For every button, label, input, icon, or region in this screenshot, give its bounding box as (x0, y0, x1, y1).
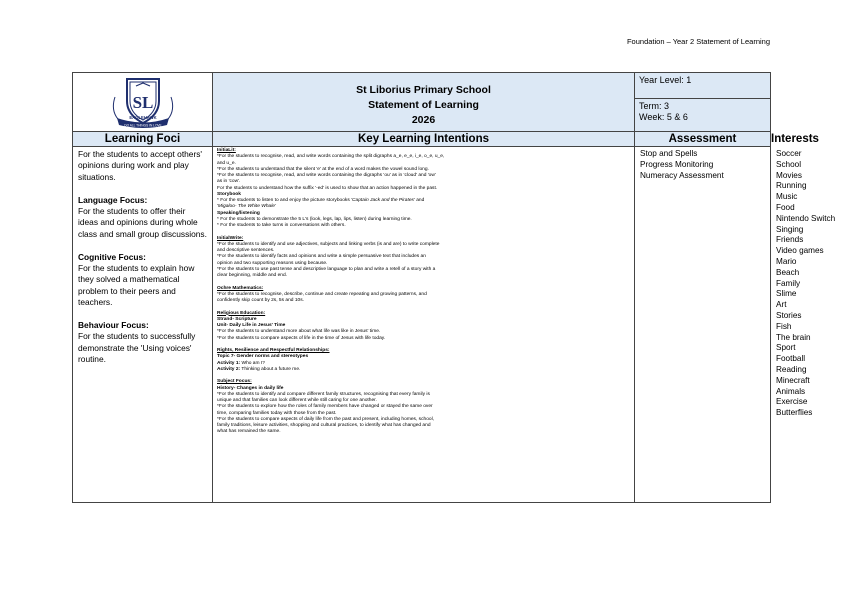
initialit-heading: InitiaLit: (217, 148, 236, 153)
religious-strand: Strand- Scripture (217, 316, 257, 322)
list-item: *For the students to recognise, describe, continue and create repeating and growing patterns, and (217, 291, 427, 297)
term-week-cell (635, 99, 771, 132)
religious-lines (217, 329, 630, 342)
list-item: For the students to understand how the suffix '-ed' is used to show that an action happened in the past. (217, 185, 438, 191)
school-crest-logo (105, 75, 181, 131)
initialwrite-section (217, 236, 630, 280)
statement-of-learning-table: SL DO ALL THINGS IN LOVE EAGLEHAWK St Liborius Primary School Statement of Learning 2026 Year Level: 1 Term: 3 Week: 5 & 6 Learning Foci Key Learning Intentions Assessment Interests For the students to accept others' opinions during work and play situations. Language Focus: For the students to offer their ideas and opinions during whole class and small group discussions. Cognitive Focus: For the students to explain how they solved a mathematical problem to their peers and teachers. Behaviour Focus: For the students to successfully demonstrate the 'Using voices' routine. InitiaLit: *For the students to recognise, read, and write words containing the split digraphs a_e, e_e, i_e, o_e, u_e, and u_e. *For the students to understand that the silent 'e' at the end of a word makes the vowel sound long. *For the students to recognise, read, and write words containing the digraphs 'ou' as in 'cloud' and 'ow' as in 'cow'. For the students to understand how the suffix '-ed' is used to show that an action happened in the past. Storybook * For the students to listen to and enjoy the picture storybooks 'Captain Jack and the Pirates' and 'Migaloo- The White Whale' Speaking/listening * For the students to demonstrate the 5 L's (look, legs, lap, lips, listen) during learning time. * For the students to take turns in conversations with others. InitialWrite: *For the students to identify and use adjectives, subjects and linking verbs (is and are) to write complete and descriptive sentences. *For the students to identify facts and opinions and write a simple persuasive text that includes an opinion and two supporting reasons using because. *For the students to use past tense and descriptive language to plan and write a retell of a story with a clear beginning, middle and end. Ochre Mathematics: *For the students to recognise, describe, continue and create repeating and growing patterns, and confidently skip count by 2s, 5s and 10s. Religious Education: Strand- Scripture Unit- Daily Life in Jesus' Time *For the students to understand more about what life was like in Jesus' time. *For the students to compare aspects of life in the time of Jesus with life today. Rights, Resilience and Respectful Relationships: Topic 7- Gender norms and stereotypes Activity 1: Who am I? Activity 2: Thinking about a future me. Subject Focus: History- Changes in daily life *For the students to identify and compare different family structures, recognising that every family is unique and that families can look different while still caring for one another. *For the students to explore how the roles of family members have changed or stayed the same over time, comparing families today with those from the past. *For the students to compare aspects of daily life from the past and present, including homes, school, family traditions, leisure activities, shopping and cultural practices, to identify what has changed and what has remained the same. Stop and Spells Progress Monitoring Numeracy Assessment Soccer School Movies Running Music Food Nintendo Switch Singing Friends Video games Mario Beach Family Slime Art Stories Fish The brain Sport Football Reading Minecraft Animals Exercise Butterflies (72, 72, 771, 503)
list-item: what has remained the same. (217, 429, 281, 435)
initialwrite-heading: InitialWrite: (217, 235, 244, 241)
list-item: Numeracy Assessment (640, 170, 724, 180)
crest-motto: DO ALL THINGS IN LOVE (123, 123, 162, 127)
ochre-section (217, 286, 630, 305)
page-header: Foundation – Year 2 Statement of Learning (626, 37, 770, 46)
rrrr-activity-2: Activity 2: Thinking about a future me. (217, 366, 301, 372)
week: Week: 5 & 6 (639, 112, 688, 122)
language-focus-heading: Language Focus: (78, 194, 148, 205)
subject-focus-section (217, 379, 630, 435)
document-year: 2026 (411, 113, 436, 126)
learning-foci-cell (73, 147, 213, 503)
storybook-title-2: 'Migaloo- The White Whale' (217, 204, 276, 210)
list-item: Stop and Spells (640, 149, 698, 158)
list-item: as in 'cow'. (217, 179, 241, 185)
assessment-list (640, 149, 765, 181)
subject-heading: Subject Focus: (217, 379, 252, 385)
cognitive-focus-text: For the students to explain how they solved a mathematical problem to their peers and teachers. (78, 263, 195, 308)
title-cell (213, 73, 635, 132)
list-item: *For the students to understand that the silent 'e' at the end of a word makes the vowel sound long. (217, 166, 429, 172)
year-level-cell (635, 73, 771, 99)
document-title: Statement of Learning (368, 98, 479, 111)
list-item: Progress Monitoring (640, 159, 714, 169)
list-item: and u_e. (217, 160, 236, 166)
column-header-assessment: Assessment (635, 132, 771, 147)
behaviour-focus-text: For the students to successfully demonstrate the 'Using voices' routine. (78, 331, 196, 365)
list-item: clear beginning, middle and end. (217, 273, 288, 278)
list-item: *For the students to compare aspects of daily life from the past and present, including homes, school, (217, 416, 435, 422)
initialwrite-lines (217, 242, 630, 280)
speaking-lines (217, 217, 630, 230)
column-header-learning-foci: Learning Foci (73, 132, 213, 147)
logo-cell (73, 73, 213, 132)
rrrr-section (217, 348, 630, 373)
list-item: *For the students to compare aspects of life in the time of Jesus with life today. (217, 335, 386, 341)
foci-intro: For the students to accept others' opinions during work and play situations. (78, 149, 203, 182)
storybook-line: * For the students to listen to and enjoy the picture storybooks 'Captain Jack and the Pirates' and (217, 198, 425, 203)
subject-topic: History- Changes in daily life (217, 385, 284, 391)
list-item: *For the students to identify and compare different family structures, recognising that every family is (217, 391, 430, 397)
key-learning-intentions-cell (213, 147, 635, 503)
ochre-heading: Ochre Mathematics: (217, 285, 264, 291)
column-header-key-learning-intentions: Key Learning Intentions (213, 132, 635, 147)
initialit-section (217, 148, 630, 229)
religious-heading: Religious Education: (217, 310, 266, 316)
list-item: *For the students to recognise, read, and write words containing the split digraphs a_e, e_e, i_e, o_e, u_e, (217, 154, 445, 160)
religious-education-section (217, 311, 630, 342)
rrrr-heading: Rights, Resilience and Respectful Relationships: (217, 348, 330, 353)
rrrr-topic: Topic 7- Gender norms and stereotypes (217, 354, 309, 360)
crest-town: EAGLEHAWK (128, 114, 157, 120)
religious-unit: Unit- Daily Life in Jesus' Time (217, 323, 286, 328)
subject-lines (217, 392, 630, 436)
cognitive-focus-heading: Cognitive Focus: (78, 251, 146, 262)
list-item: opinion and two supporting reasons using because. (217, 260, 328, 266)
behaviour-focus-heading: Behaviour Focus: (78, 320, 149, 331)
list-item: *For the students to identify and use adjectives, subjects and linking verbs (is and are) to write complete (217, 241, 440, 247)
list-item: and descriptive sentences. (217, 248, 275, 253)
storybook-heading: Storybook (217, 191, 241, 197)
school-name: St Liborius Primary School (356, 83, 491, 96)
assessment-cell (635, 147, 771, 503)
list-item: *For the students to identify facts and opinions and write a simple persuasive text that includes an (217, 254, 426, 260)
language-focus-text: For the students to offer their ideas and opinions during whole class and small group discussions. (78, 206, 207, 239)
list-item: * For the students to take turns in conversations with others. (217, 223, 346, 228)
rrrr-activity-1: Activity 1: Who am I? (217, 360, 265, 366)
list-item: *For the students to use past tense and descriptive language to plan and write a retell of a story with a (217, 266, 436, 272)
speaking-listening-heading: Speaking/listening (217, 210, 260, 216)
list-item: *For the students to explore how the roles of family members have changed or stayed the same over (217, 404, 433, 410)
term: Term: 3 (639, 101, 670, 111)
list-item: *For the students to recognise, read, and write words containing the digraphs 'ou' as in 'cloud' and 'ow' (217, 173, 436, 178)
initialit-lines (217, 154, 630, 192)
list-item: time, comparing families today with those from the past. (217, 410, 337, 416)
list-item: *For the students to understand more about what life was like in Jesus' time. (217, 329, 381, 335)
list-item: family traditions, leisure activities, shopping and cultural practices, to identify what has changed and (217, 423, 431, 428)
crest-initials: SL (132, 92, 153, 112)
list-item: unique and that families can look different while still caring for one another. (217, 398, 377, 403)
list-item: * For the students to demonstrate the 5 L's (look, legs, lap, lips, listen) during learning time. (217, 216, 412, 222)
ochre-lines (217, 292, 630, 305)
year-level: Year Level: 1 (639, 75, 692, 85)
list-item: confidently skip count by 2s, 5s and 10s. (217, 298, 304, 303)
